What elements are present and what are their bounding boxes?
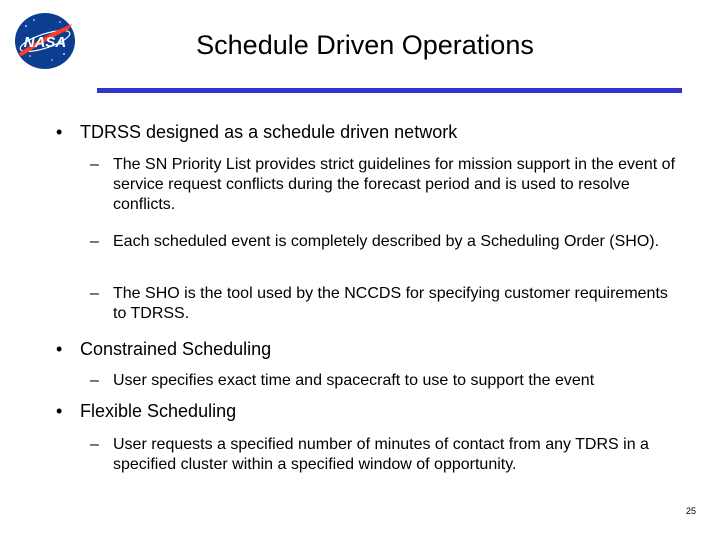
sub-bullet-text: User specifies exact time and spacecraft to use to support the event xyxy=(113,372,595,389)
bullet-text: Constrained Scheduling xyxy=(80,339,272,359)
sub-bullet-text: The SHO is the tool used by the NCCDS for specifying customer requirements to TDRSS. xyxy=(113,285,668,322)
nasa-logo-text: NASA xyxy=(23,34,67,51)
sub-bullet-text: The SN Priority List provides strict guidelines for mission support in the event of service request conflicts during the forecast period and is used to resolve conflicts. xyxy=(113,156,676,213)
nasa-logo xyxy=(12,10,78,72)
title-divider xyxy=(97,88,682,93)
sub-bullet-item xyxy=(90,371,680,391)
bullet-text: Flexible Scheduling xyxy=(80,401,237,421)
bullet-dot: • xyxy=(56,339,63,359)
bullet-text: TDRSS designed as a schedule driven network xyxy=(80,122,458,142)
sub-bullet-item xyxy=(90,232,680,252)
sub-bullet-dash: – xyxy=(90,285,99,302)
page-number: 25 xyxy=(685,506,696,516)
sub-bullet-item xyxy=(90,435,680,475)
bullet-dot: • xyxy=(56,401,63,421)
slide-title: Schedule Driven Operations xyxy=(196,30,534,60)
nasa-meatball-icon xyxy=(12,10,78,72)
bullet-dot: • xyxy=(56,122,63,142)
sub-bullet-text: User requests a specified number of minutes of contact from any TDRS in a specified cluster within a specified window of opportunity. xyxy=(113,436,649,473)
sub-bullet-dash: – xyxy=(90,436,99,453)
sub-bullet-dash: – xyxy=(90,372,99,389)
sub-bullet-item xyxy=(90,155,680,215)
sub-bullet-item xyxy=(90,284,680,324)
sub-bullet-dash: – xyxy=(90,233,99,250)
sub-bullet-dash: – xyxy=(90,156,99,173)
sub-bullet-text: Each scheduled event is completely described by a Scheduling Order (SHO). xyxy=(113,233,660,250)
